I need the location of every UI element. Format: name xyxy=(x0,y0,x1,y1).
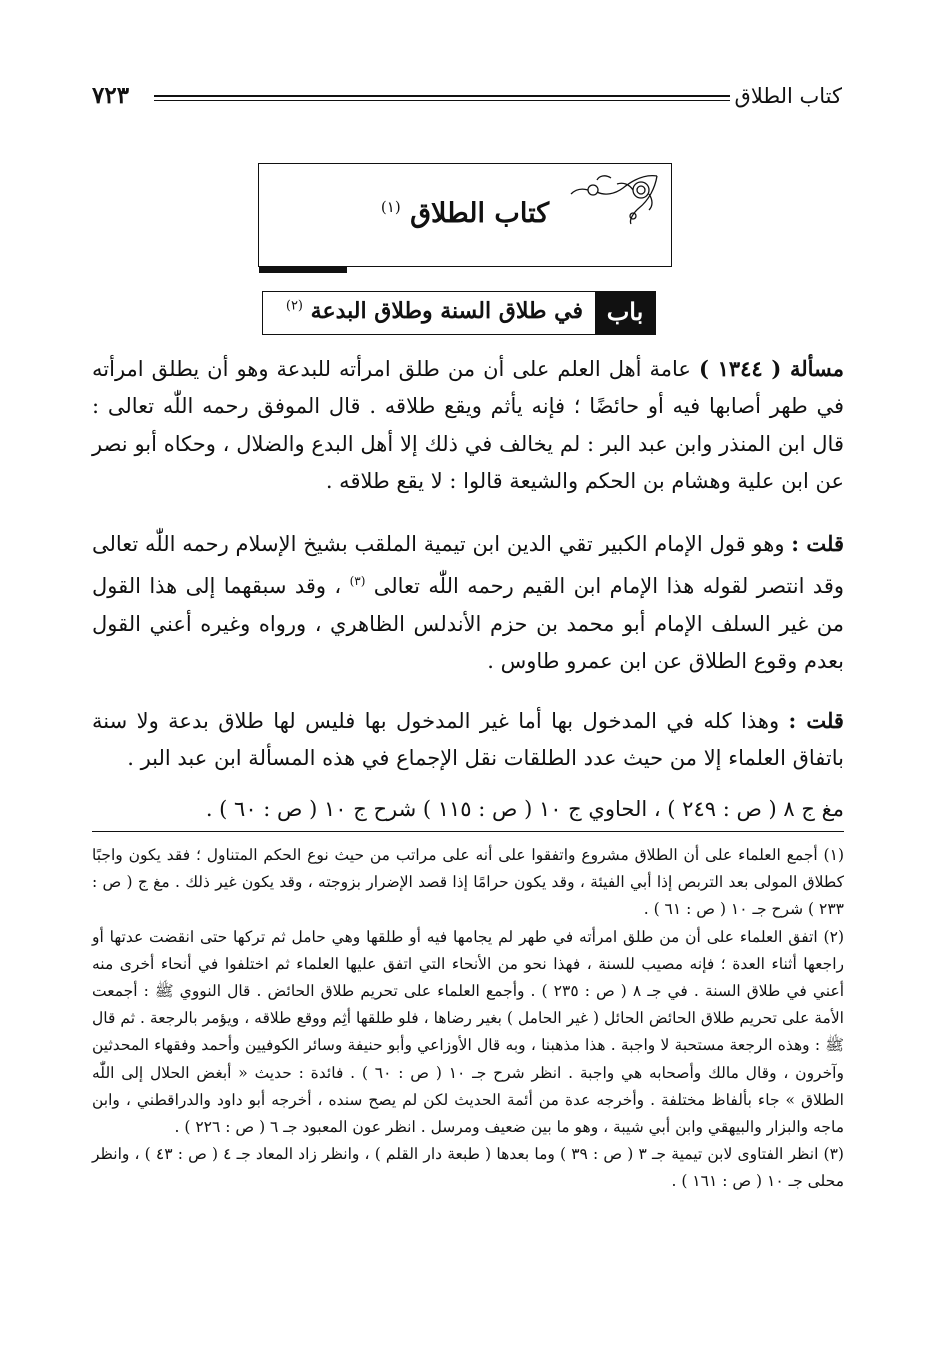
book-title: كتاب الطلاق $^{(١)}$ xyxy=(380,198,550,229)
comment-label: قلت : xyxy=(791,531,844,556)
footnote-separator xyxy=(92,831,844,832)
paragraph-text: ، وقد سبقهما إلى هذا القول من غير السلف الإمام أبو محمد بن حزم الأندلس الظاهري ، ورواه وغيره أعني القول بعدم وقوع الطلاق عن ابن عمرو طاوس . xyxy=(92,574,844,674)
footnote-ref: (٢) xyxy=(285,298,303,314)
footnote-2: (٢) اتفق العلماء على أن من طلق امرأته في طهر لم يجامها فيه أو طلقها وهي حامل ثم تركها حتى انقضت عدتها أو راجعها أثناء العدة ؛ فإنه مصيب للسنة ، فهذا نحو من الأنحاء التي اتفق عليها العلماء ثم اختلفوا في أنحاء أخرى منه أعني في طلاق السنة . في جـ ٨ ( ص : ٢٣٥ ) . وأجمع العلماء على تحريم طلاق الحائض . قال النووي ﷺ : أجمعت الأمة على تحريم طلاق الحائض الحائل ( غير الحامل ) بغير رضاها ، فلو طلقها أثِم ووقع طلاقه ، ويؤمر بالرجعة . ثم قال ﷺ : وهذه الرجعة مستحبة لا واجبة . هذا مذهبنا ، وبه قال الأوزاعي وأبو حنيفة وسائر الكوفيين وأحمد وفقهاء المحدثين وآخرون ، وقال مالك وأصحابه هي واجبة . انظر شرح جـ ١٠ ( ص : ٦٠ ) . فائدة : حديث « أبغض الحلال إلى اللّٰه الطلاق » جاء بألفاظ مختلفة . وأخرجه عدة من أئمة الحديث لكن لم يصح سنده ، أخرجه أبو داود والدراقطني ، وابن ماجه والبزار والبيهقي وابن أبي شيبة ، وهو ما بين ضعيف ومرسل . انظر عون المعبود جـ ٦ ( ص : ٢٢٦ ) . xyxy=(92,927,845,1137)
chapter-heading-box xyxy=(262,291,656,335)
footnote-3: (٣) انظر الفتاوى لابن تيمية جـ ٣ ( ص : ٣٩ ) وما بعدها ( طبعة دار القلم ) ، وانظر زاد المعاد جـ ٤ ( ص : ٤٣ ) ، وانظر محلى جـ ١٠ ( ص : ١٦١ ) . xyxy=(92,1145,844,1191)
chapter-title: في طلاق السنة وطلاق البدعة $^{(٢)}$ xyxy=(285,298,583,324)
paragraph-comment-2 xyxy=(92,702,844,778)
footnotes xyxy=(92,842,844,1196)
comment-label: قلت : xyxy=(788,708,844,733)
paragraph-text: عامة أهل العلم على أن من طلق امرأته للبدعة وهو أن يطلق امرأته في طهر أصابها فيه أو حائضًا ؛ فإنه يأثم ويقع طلاقه . قال الموفق رحمه اللّٰه تعالى : قال ابن المنذر وابن عبد البر : لم يخالف في ذلك إلا أهل البدع والضلال ، وحكاه أبو نصر عن ابن علية وهشام بن الحكم والشيعة قالوا : لا يقع طلاقه . xyxy=(92,357,844,494)
page-number: ٧٢٣ xyxy=(92,82,130,109)
title-underbar xyxy=(259,266,347,273)
paragraph-issue xyxy=(92,350,844,501)
header-rule xyxy=(154,95,730,97)
footnote-1: (١) أجمع العلماء على أن الطلاق مشروع واتفقوا على أنه على مراتب من حيث نوع الحكم المتناول ؛ فقد يكون واجبًا كطلاق المولى بعد التربص إذا أبي الفيئة ، وقد يكون حرامًا إذا قصد الإضرار بزوجته ، وقد يكون غير ذلك . مغ ج ( ص : ٢٣٣ ) شرح جـ ١٠ ( ص : ٦١ ) . xyxy=(92,846,844,919)
footnote-ref: (٣) xyxy=(349,574,366,589)
paragraph-text: وهو قول الإمام الكبير تقي الدين ابن تيمية الملقب بشيخ الإسلام رحمه اللّٰه تعالى وقد انتصر لقوله هذا الإمام ابن القيم رحمه اللّٰه تعالى xyxy=(92,532,845,599)
chapter-label: باب xyxy=(595,292,655,334)
running-header xyxy=(92,80,842,116)
issue-label: مسألة ( ١٣٤٤ ) xyxy=(698,356,844,381)
book-title-box xyxy=(258,163,672,267)
header-rule-thin xyxy=(154,100,730,101)
references-line: مغ ج ٨ ( ص : ٢٤٩ ) ، الحاوي ج ١٠ ( ص : ١١٥ ) شرح ج ١٠ ( ص : ٦٠ ) . xyxy=(205,797,844,821)
running-title: كتاب الطلاق xyxy=(734,84,842,108)
paragraph-text: وهذا كله في المدخول بها أما غير المدخول بها فليس لها طلاق بدعة ولا سنة باتفاق العلماء إلا من حيث عدد الطلقات نقل الإجماع في هذه المسألة ابن عبد البر . xyxy=(92,709,844,771)
footnote-ref: (١) xyxy=(380,198,401,216)
paragraph-comment-1 xyxy=(92,525,844,681)
